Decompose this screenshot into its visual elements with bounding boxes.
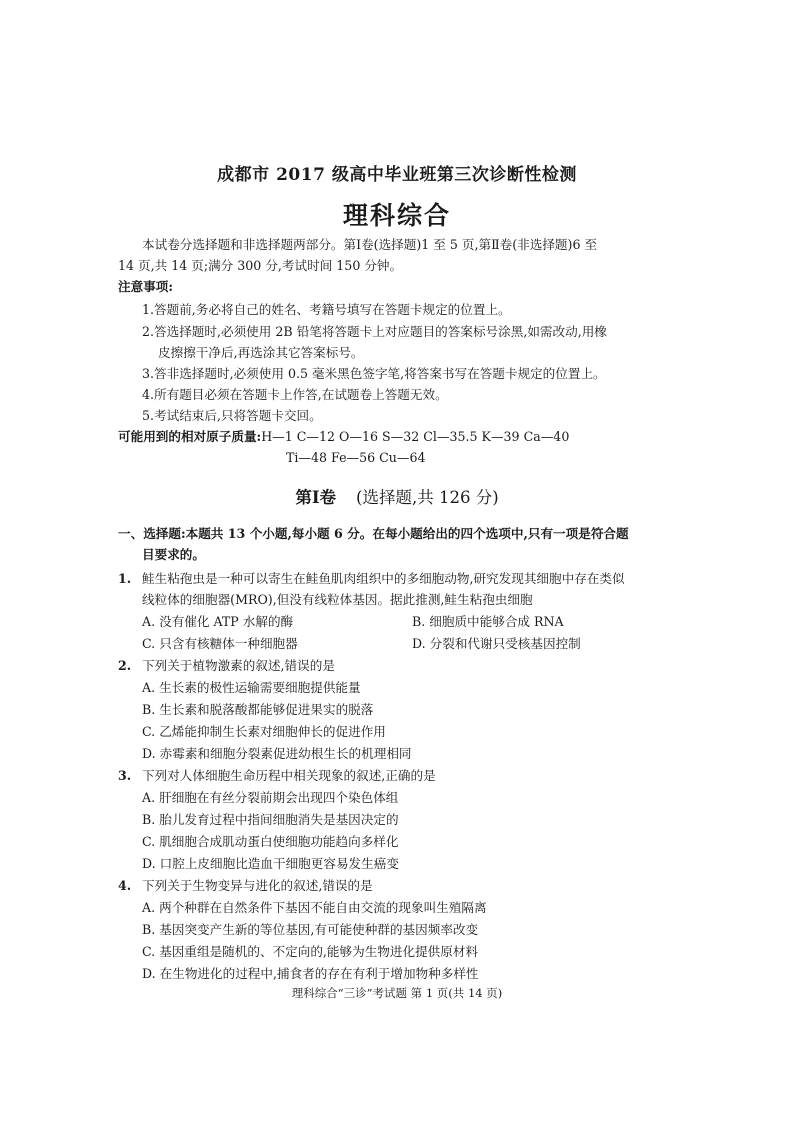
question-number: 2. (118, 658, 132, 673)
section-paren: (选择题,共 126 分) (356, 488, 499, 507)
option-a: A. 肝细胞在有丝分裂前期会出现四个染色体组 (142, 790, 399, 805)
part-heading-line-1: 一、选择题:本题共 13 个小题,每小题 6 分。在每小题给出的四个选项中,只有一项是符合题 (118, 526, 629, 541)
question-number: 1. (118, 571, 132, 586)
question-number: 4. (118, 878, 132, 893)
atomic-mass-label: 可能用到的相对原子质量: (118, 429, 262, 444)
note-item: 皮擦擦干净后,再选涂其它答案标号。 (158, 345, 364, 360)
intro-line-1: 本试卷分选择题和非选择题两部分。第Ⅰ卷(选择题)1 至 5 页,第Ⅱ卷(非选择题)6 至 (142, 237, 598, 252)
option-a: A. 没有催化 ATP 水解的酶 (142, 614, 294, 629)
option-c: C. 基因重组是随机的、不定向的,能够为生物进化提供原材料 (142, 944, 479, 959)
question-stem: 下列关于植物激素的叙述,错误的是 (142, 658, 335, 673)
page-footer: 理科综合“三诊”考试题 第 1 页(共 14 页) (291, 986, 503, 1000)
question-number: 3. (118, 768, 132, 783)
part-heading-line-2: 目要求的。 (142, 547, 205, 562)
section-label: 第Ⅰ卷 (295, 488, 337, 507)
subject-title: 理科综合 (342, 201, 451, 230)
option-c: C. 乙烯能抑制生长素对细胞伸长的促进作用 (142, 724, 386, 739)
note-item: 3.答非选择题时,必须使用 0.5 毫米黑色签字笔,将答案书写在答题卡规定的位置上。 (142, 366, 606, 381)
atomic-mass-values-1: H—1 C—12 O—16 S—32 Cl—35.5 K—39 Ca—40 (261, 429, 570, 444)
question-stem: 鲑生粘孢虫是一种可以寄生在鲑鱼肌肉组织中的多细胞动物,研究发现其细胞中存在类似 (142, 571, 625, 586)
option-b: B. 生长素和脱落酸都能够促进果实的脱落 (142, 702, 374, 717)
option-a: A. 生长素的极性运输需要细胞提供能量 (142, 680, 361, 695)
option-d: D. 口腔上皮细胞比造血干细胞更容易发生癌变 (142, 856, 399, 871)
note-item: 2.答选择题时,必须使用 2B 铅笔将答题卡上对应题目的答案标号涂黑,如需改动,用橡 (142, 324, 607, 339)
option-a: A. 两个种群在自然条件下基因不能自由交流的现象叫生殖隔离 (142, 900, 487, 915)
option-b: B. 胎儿发育过程中指间细胞消失是基因决定的 (142, 812, 399, 827)
question-stem: 下列关于生物变异与进化的叙述,错误的是 (142, 878, 373, 893)
question-stem: 线粒体的细胞器(MRO),但没有线粒体基因。据此推测,鲑生粘孢虫细胞 (142, 592, 533, 607)
exam-title: 成都市 2017 级高中毕业班第三次诊断性检测 (217, 165, 577, 185)
option-d: D. 在生物进化的过程中,捕食者的存在有利于增加物种多样性 (142, 966, 479, 981)
option-d: D. 赤霉素和细胞分裂素促进幼根生长的机理相同 (142, 746, 412, 761)
option-c: C. 只含有核糖体一种细胞器 (142, 636, 298, 651)
note-item: 1.答题前,务必将自己的姓名、考籍号填写在答题卡规定的位置上。 (142, 302, 511, 317)
option-d: D. 分裂和代谢只受核基因控制 (412, 636, 581, 651)
atomic-mass-line-1 (118, 427, 569, 447)
option-c: C. 肌细胞合成肌动蛋白使细胞功能趋向多样化 (142, 834, 399, 849)
note-item: 5.考试结束后,只将答题卡交回。 (142, 408, 322, 423)
notes-heading: 注意事项: (118, 279, 174, 294)
option-b: B. 基因突变产生新的等位基因,有可能使种群的基因频率改变 (142, 922, 479, 937)
atomic-mass-values-2: Ti—48 Fe—56 Cu—64 (286, 450, 426, 465)
section-title (0, 484, 794, 508)
intro-line-2: 14 页,共 14 页;满分 300 分,考试时间 150 分钟。 (118, 258, 403, 273)
question-stem: 下列对人体细胞生命历程中相关现象的叙述,正确的是 (142, 768, 436, 783)
note-item: 4.所有题目必须在答题卡上作答,在试题卷上答题无效。 (142, 387, 448, 402)
option-b: B. 细胞质中能够合成 RNA (412, 614, 564, 629)
